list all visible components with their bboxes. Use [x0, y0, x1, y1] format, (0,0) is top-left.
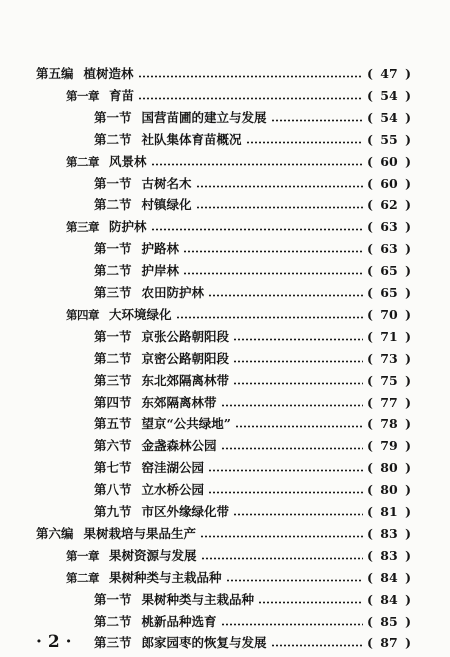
open-paren: ( [367, 504, 373, 519]
toc-entry-label: 第二节 [94, 263, 132, 279]
close-paren: ) [405, 285, 411, 300]
toc-entry-title: 果树资源与发展 [109, 547, 197, 563]
toc-entry [66, 214, 411, 234]
page-ref: 60 [380, 153, 398, 169]
page-ref: 54 [380, 87, 398, 103]
toc-entry-label: 第一节 [94, 241, 132, 257]
toc-entry [66, 149, 411, 169]
toc-entry [94, 433, 411, 453]
toc-entry [94, 346, 411, 366]
toc-entry-page [367, 330, 411, 344]
toc-entry-page [367, 286, 411, 300]
close-paren: ) [405, 153, 411, 169]
open-paren: ( [367, 613, 373, 629]
toc-entry-label: 第四节 [94, 394, 132, 410]
toc-entry-page [367, 89, 411, 103]
toc-entry [66, 543, 411, 563]
page-ref: 78 [380, 416, 398, 432]
page-ref: 83 [380, 547, 398, 563]
toc-entry-title: 郎家园枣的恢复与发展 [141, 635, 267, 651]
toc-entry-title: 国营苗圃的建立与发展 [141, 109, 267, 125]
close-paren: ) [405, 241, 411, 257]
toc-entry-label: 第三章 [66, 220, 99, 235]
dot-leader [208, 491, 363, 494]
dot-leader [183, 250, 363, 253]
page-ref: 71 [380, 328, 398, 344]
toc-entry-page [367, 396, 411, 410]
toc-entry-title: 植树造林 [83, 66, 134, 81]
toc-entry-label: 第一节 [94, 175, 132, 191]
page-ref: 62 [380, 197, 398, 213]
page-ref: 83 [380, 525, 398, 541]
close-paren: ) [405, 569, 411, 585]
toc-entry [94, 609, 411, 629]
toc-entry-page [367, 198, 411, 212]
toc-entry-page [367, 374, 411, 388]
close-paren: ) [405, 482, 411, 498]
dot-leader [200, 535, 363, 538]
open-paren: ( [367, 131, 373, 147]
toc-entry-page [367, 636, 411, 650]
close-paren: ) [405, 87, 411, 103]
toc-entry-title: 京张公路朝阳段 [141, 328, 230, 344]
toc-entry-title: 桃新品种选育 [141, 613, 217, 629]
toc-entry-label: 第二节 [94, 131, 132, 147]
close-paren: ) [405, 547, 411, 563]
toc-entry-page [367, 505, 411, 519]
toc-entry-title: 育苗 [109, 87, 135, 103]
toc-entry-label: 第七节 [94, 460, 132, 476]
dot-leader [201, 557, 363, 560]
toc-entry [36, 61, 411, 81]
dot-leader [176, 316, 363, 319]
close-paren: ) [405, 328, 411, 344]
close-paren: ) [405, 131, 411, 147]
toc-entry [94, 630, 411, 650]
open-paren: ( [367, 153, 373, 169]
dot-leader [226, 579, 363, 582]
page-ref: 84 [380, 591, 398, 607]
toc-entry-label: 第六节 [94, 438, 132, 454]
toc-entry-title: 农田防护林 [141, 285, 205, 300]
dot-leader [183, 272, 363, 275]
close-paren: ) [405, 372, 411, 388]
open-paren: ( [367, 460, 373, 476]
close-paren: ) [405, 591, 411, 607]
toc-entry-label: 第五编 [36, 66, 74, 81]
toc-entry-label: 第一节 [94, 591, 132, 607]
close-paren: ) [405, 66, 411, 81]
page-ref: 55 [380, 131, 398, 147]
toc-entry-page [367, 483, 411, 497]
toc-entry-label: 第二节 [94, 613, 132, 629]
close-paren: ) [405, 197, 411, 213]
toc-entry-title: 社队集体育苗概况 [141, 131, 242, 147]
dot-leader [233, 513, 363, 516]
toc-entry-title: 果树种类与主栽品种 [109, 569, 222, 585]
close-paren: ) [405, 438, 411, 454]
toc-entry [94, 105, 411, 125]
toc-entry-page [367, 461, 411, 475]
page-ref: 60 [380, 175, 398, 191]
toc-entry [94, 171, 411, 191]
dot-leader [138, 75, 363, 78]
page-ref: 84 [380, 569, 398, 585]
dot-leader [221, 447, 363, 450]
toc-entry [94, 236, 411, 256]
open-paren: ( [367, 438, 373, 454]
dot-leader [151, 228, 363, 231]
dot-leader [271, 644, 363, 647]
dot-leader [246, 141, 363, 144]
dot-leader [271, 119, 363, 122]
toc-entry-page [367, 615, 411, 629]
toc-entry-title: 立水桥公园 [141, 482, 205, 498]
toc-entry [94, 455, 411, 475]
toc-entry-label: 第二节 [94, 350, 132, 366]
toc-entry-title: 果树栽培与果品生产 [83, 525, 197, 541]
open-paren: ( [367, 525, 373, 541]
toc-entry-label: 第三节 [94, 285, 132, 300]
page-ref: 81 [380, 504, 398, 519]
toc-entry-title: 古树名木 [141, 175, 192, 191]
page-ref: 47 [380, 66, 398, 81]
toc-entry-page [367, 308, 411, 322]
toc-entry-title: 金盏森林公园 [141, 438, 217, 454]
page-ref: 65 [380, 285, 398, 300]
page-ref: 85 [380, 613, 398, 629]
toc-entry [36, 521, 411, 541]
close-paren: ) [405, 109, 411, 125]
page-ref: 87 [380, 635, 398, 651]
toc-entry-title: 果树种类与主栽品种 [141, 591, 255, 607]
open-paren: ( [367, 175, 373, 191]
open-paren: ( [367, 569, 373, 585]
open-paren: ( [367, 372, 373, 388]
dot-leader [196, 206, 363, 209]
toc-entry-label: 第八节 [94, 482, 132, 498]
toc-entry-title: 东北郊隔离林带 [141, 372, 230, 388]
open-paren: ( [367, 219, 373, 235]
toc-entry-page [367, 417, 411, 431]
toc-entry [94, 499, 411, 519]
open-paren: ( [367, 328, 373, 344]
open-paren: ( [367, 306, 373, 322]
toc-entry-page [367, 111, 411, 125]
toc-entry-page [367, 155, 411, 169]
page-ref: 77 [380, 394, 398, 410]
open-paren: ( [367, 416, 373, 432]
open-paren: ( [367, 285, 373, 300]
toc-entry-page [367, 527, 411, 541]
toc-entry-title: 护路林 [141, 241, 180, 257]
close-paren: ) [405, 394, 411, 410]
toc-entry-label: 第六编 [36, 525, 74, 541]
toc-entry-label: 第一章 [66, 88, 99, 103]
close-paren: ) [405, 306, 411, 322]
close-paren: ) [405, 460, 411, 476]
toc-entry-label: 第二章 [66, 154, 99, 169]
toc-entry-label: 第二节 [94, 197, 132, 213]
toc-entry-label: 第二章 [66, 570, 99, 585]
page-ref: 70 [380, 306, 398, 322]
toc-entry [66, 302, 411, 322]
toc-entry-title: 东郊隔离林带 [141, 394, 217, 410]
dot-leader [221, 404, 363, 407]
toc-entry-label: 第五节 [94, 416, 132, 432]
dot-leader [233, 360, 363, 363]
toc-entry-label: 第九节 [94, 504, 132, 519]
toc-entry [66, 565, 411, 585]
toc-entry-page [367, 571, 411, 585]
dot-leader [221, 623, 363, 626]
toc-entry [94, 280, 411, 300]
page-ref: 63 [380, 219, 398, 235]
toc-entry-page [367, 439, 411, 453]
close-paren: ) [405, 175, 411, 191]
close-paren: ) [405, 350, 411, 366]
toc-entry-title: 窑洼湖公园 [141, 460, 205, 476]
close-paren: ) [405, 613, 411, 629]
toc-entry-title: 京密公路朝阳段 [141, 350, 230, 366]
toc-entry [94, 258, 411, 278]
toc-entry [94, 587, 411, 607]
toc-entry-label: 第一节 [94, 109, 132, 125]
toc-entry [94, 477, 411, 497]
toc-entry-title: 村镇绿化 [141, 197, 192, 213]
toc-entry-page [367, 549, 411, 563]
toc-entry-label: 第一节 [94, 328, 132, 344]
toc-entry-title: 风景林 [109, 153, 147, 169]
toc-entry-title: 防护林 [109, 219, 147, 235]
toc-entry-page [367, 133, 411, 147]
toc-entry-page [367, 264, 411, 278]
dot-leader [138, 97, 363, 100]
toc-entry-title: 护岸林 [141, 263, 180, 279]
open-paren: ( [367, 394, 373, 410]
close-paren: ) [405, 525, 411, 541]
toc-entry-title: 望京“公共绿地” [141, 416, 231, 432]
toc-entry-page [367, 177, 411, 191]
open-paren: ( [367, 109, 373, 125]
close-paren: ) [405, 263, 411, 279]
toc-entry-label: 第三节 [94, 372, 132, 388]
page-ref: 65 [380, 263, 398, 279]
page-ref: 80 [380, 482, 398, 498]
toc-entry [94, 192, 411, 212]
page-ref: 63 [380, 241, 398, 257]
page-ref: 80 [380, 460, 398, 476]
dot-leader [258, 601, 363, 604]
close-paren: ) [405, 635, 411, 651]
open-paren: ( [367, 635, 373, 651]
dot-leader [233, 382, 363, 385]
page-ref: 54 [380, 109, 398, 125]
toc-entry-label: 第一章 [66, 548, 99, 563]
open-paren: ( [367, 241, 373, 257]
toc-entry-page [367, 220, 411, 234]
open-paren: ( [367, 482, 373, 498]
toc-entry [66, 83, 411, 103]
toc-entry [94, 411, 411, 431]
toc-entry-title: 市区外缘绿化带 [141, 504, 230, 519]
page-ref: 79 [380, 438, 398, 454]
dot-leader [151, 163, 363, 166]
toc-entry [94, 127, 411, 147]
open-paren: ( [367, 66, 373, 81]
toc-entry-page [367, 242, 411, 256]
dot-leader [196, 185, 363, 188]
toc-entry-page [367, 67, 411, 81]
dot-leader [208, 469, 363, 472]
close-paren: ) [405, 504, 411, 519]
toc-entry-label: 第三节 [94, 635, 132, 651]
page-ref: 73 [380, 350, 398, 366]
dot-leader [235, 425, 363, 428]
open-paren: ( [367, 350, 373, 366]
close-paren: ) [405, 219, 411, 235]
open-paren: ( [367, 197, 373, 213]
open-paren: ( [367, 263, 373, 279]
open-paren: ( [367, 591, 373, 607]
toc-entry-page [367, 593, 411, 607]
open-paren: ( [367, 547, 373, 563]
dot-leader [233, 338, 363, 341]
page-number: · 2 · [36, 632, 72, 652]
page-ref: 75 [380, 372, 398, 388]
toc-entry [94, 390, 411, 410]
dot-leader [208, 294, 363, 297]
toc-entry-label: 第四章 [66, 307, 99, 322]
toc-entry-page [367, 352, 411, 366]
close-paren: ) [405, 416, 411, 432]
toc-entry-title: 大环境绿化 [109, 306, 172, 322]
toc-entry [94, 324, 411, 344]
open-paren: ( [367, 87, 373, 103]
toc-entry [94, 368, 411, 388]
